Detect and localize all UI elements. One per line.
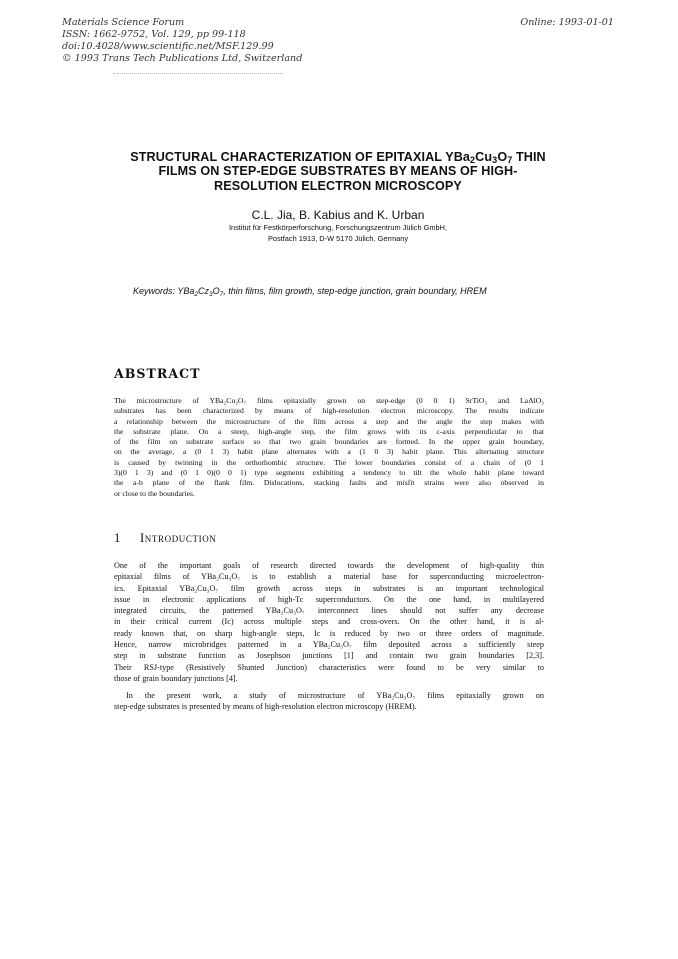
title-line-3: RESOLUTION ELECTRON MICROSCOPY — [214, 178, 462, 193]
affiliation-line-1: Institut für Festkörperforschung, Forschungszentrum Jülich GmbH, — [228, 223, 448, 232]
keywords-list: , thin films, film growth, step-edge junction, grain boundary, HREM — [223, 286, 487, 296]
abstract-line: The microstructure of YBa₂Cu₃O₇ films epitaxially grown on step-edge (0 0 1) SrTiO₃ and LaAlO₃ — [114, 396, 544, 405]
abstract-line: a relationship between the microstructure of the film across a step and the angle the step makes with — [114, 416, 544, 426]
abstract-line: substrates has been characterized by means of high-resolution electron microscopy. The results indicate — [114, 406, 544, 416]
abstract-line: 3)(0 1 3) and (0 1 0)(0 0 1) type segments exhibiting a tendency to tilt the whole habit plane toward — [114, 468, 544, 478]
introduction-paragraph-2 — [114, 690, 544, 713]
body-line: epitaxial films of YBa₂Cu₃O₇ is to establish a material base for superconducting microelectron- — [114, 572, 544, 582]
paper-title — [105, 150, 571, 193]
scan-artifact-divider — [113, 73, 283, 75]
body-line: Their RSJ-type (Resistively Shunted Junction) characteristics were found to be very similar to — [114, 662, 544, 672]
journal-doi[interactable]: doi:10.4028/www.scientific.net/MSF.129.99 — [62, 41, 274, 52]
body-line: in their critical current (Ic) across multiple steps and cross-overs. On the other hand, it is al- — [114, 617, 544, 627]
affiliation — [105, 223, 571, 244]
abstract-line: the a-b plane of the flank film. Dislocations, stacking faults and misfit strains were also observed in — [114, 478, 544, 488]
title-line-1: STRUCTURAL CHARACTERIZATION OF EPITAXIAL $YBa_2Cu_3O_7$ THIN — [130, 150, 546, 165]
body-line: those of grain boundary junctions [4]. — [114, 673, 238, 683]
body-line: Hence, narrow microbridges patterned in a YBa₂Cu₃O₇ film deposited across a sufficiently steep — [114, 640, 544, 650]
abstract-line: on the average, a (0 1 3) habit plane alternates with a (1 0 3) habit plane. This alternating structure — [114, 447, 544, 457]
section-heading-introduction — [114, 531, 216, 546]
introduction-paragraph-1 — [114, 560, 544, 684]
journal-copyright: © 1993 Trans Tech Publications Ltd, Switzerland — [62, 53, 303, 64]
journal-header — [62, 17, 302, 65]
affiliation-line-2: Postfach 1913, D-W 5170 Jülich, Germany — [267, 233, 409, 243]
online-date: Online: 1993-01-01 — [520, 17, 614, 28]
abstract-line: is caused by twinning in the orthorhombic structure. The lower boundaries consist of a chain of (0 1 — [114, 457, 544, 467]
abstract-line: the substrate plane. On a steep, high-angle step, the film grows with its c-axis perpendicular to that — [114, 426, 544, 436]
abstract-body — [114, 396, 544, 499]
journal-issn: ISSN: 1662-9752, Vol. 129, pp 99-118 — [62, 29, 246, 40]
abstract-line: or close to the boundaries. — [114, 488, 195, 498]
body-line: ready known that, on sharp high-angle steps, Ic is reduced by two or three orders of magnitude. — [114, 628, 544, 638]
authors: C.L. Jia, B. Kabius and K. Urban — [251, 208, 425, 222]
body-line: One of the important goals of research directed towards the development of high-quality thin — [114, 561, 544, 570]
body-line: step-edge substrates is presented by means of high-resolution electron microscopy (HREM). — [114, 702, 417, 712]
body-line: ics. Epitaxial YBa₂Cu₃O₇ film growth across steps in substrates is an important technological — [114, 583, 544, 593]
keywords-label: Keywords: — [133, 286, 178, 296]
journal-name: Materials Science Forum — [62, 17, 185, 28]
abstract-line: of the film on substrate surface so that two grain boundaries are formed. In the upper grain boundary, — [114, 437, 544, 447]
body-line: In the present work, a study of microstructure of YBa₂Cu₃O₇ films epitaxially grown on — [126, 691, 544, 700]
abstract-heading: ABSTRACT — [114, 366, 201, 381]
keywords: Keywords: $YBa_2Cz_3O_7$, thin films, film growth, step-edge junction, grain boundary, HREM — [133, 286, 487, 298]
body-line: integrated circuits, the patterned YBa₂Cu₃O₇ interconnect lines should not suffer any decrease — [114, 606, 544, 616]
section-title: Introduction — [140, 531, 217, 545]
body-line: step in substrate function as Josephson junctions [1] and contain two grain boundaries [2,3]. — [114, 651, 544, 661]
body-line: issue in electronic applications of high-Tc superconductors. On the one hand, in multilayered — [114, 594, 544, 604]
section-number: 1 — [114, 531, 121, 545]
title-line-2: FILMS ON STEP-EDGE SUBSTRATES BY MEANS OF HIGH- — [158, 164, 518, 179]
